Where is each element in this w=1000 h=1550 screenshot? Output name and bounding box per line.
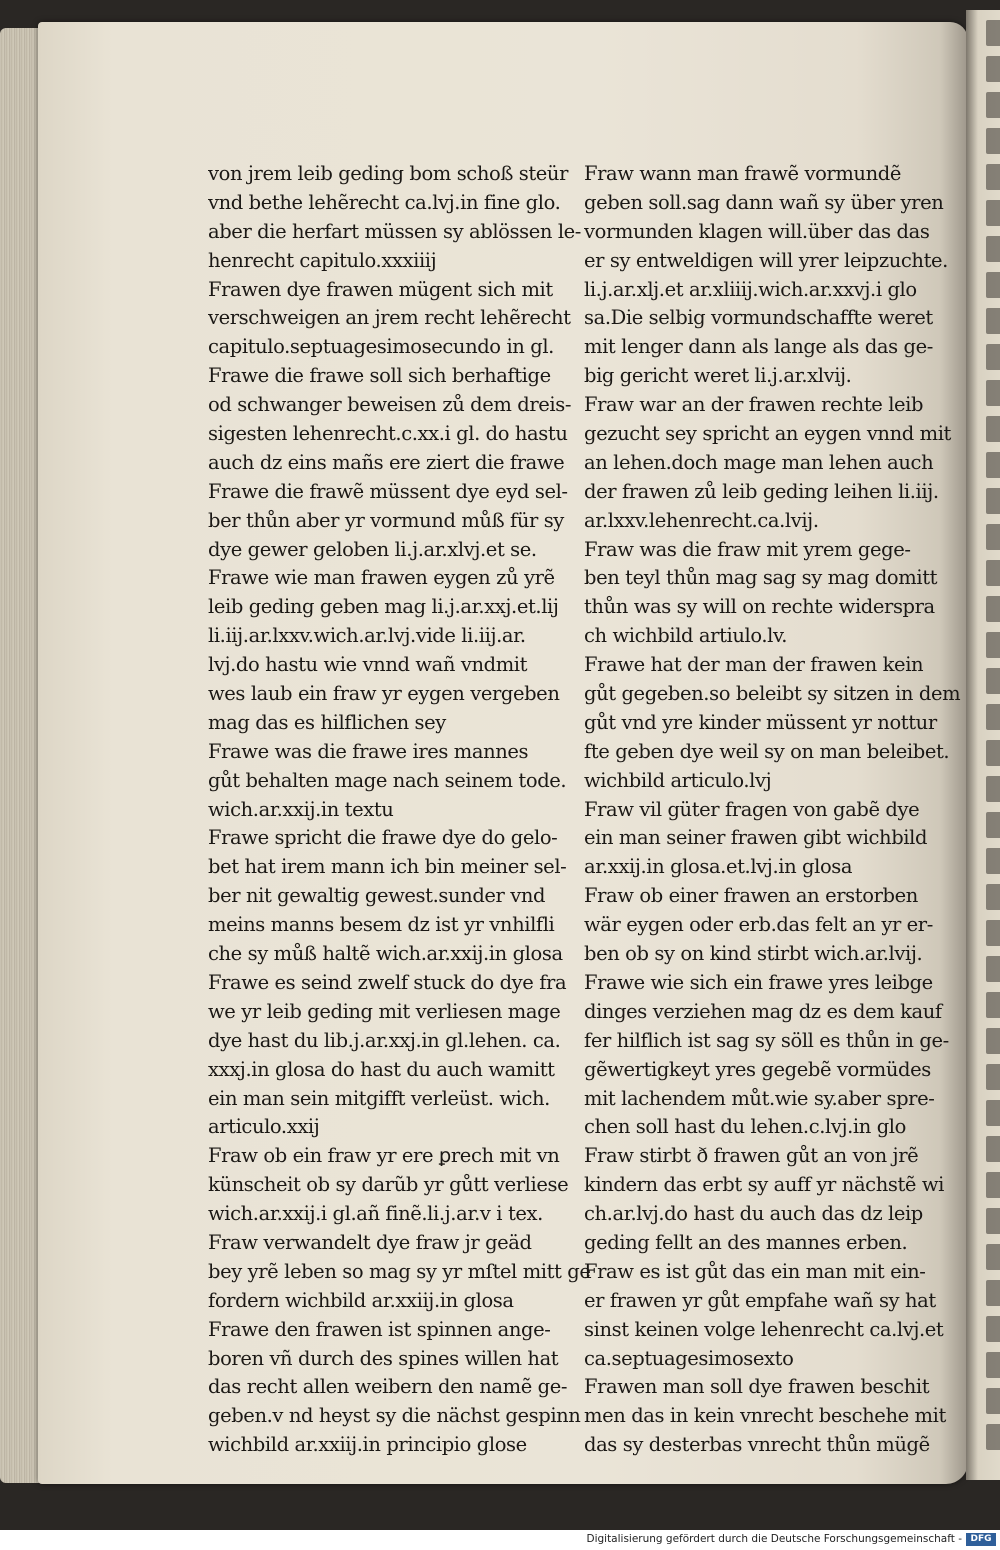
right-text-column	[584, 160, 968, 1460]
facing-page-text-fragment	[986, 1244, 1000, 1270]
text-line: che sy můß haltẽ wich.ar.xxij.in glosa	[208, 942, 563, 966]
text-line: we yr leib geding mit verliesen mage	[208, 999, 561, 1023]
facing-page-text-fragment	[986, 488, 1000, 514]
text-line: mit lenger dann als lange als das ge-	[584, 335, 933, 359]
text-line: ben teyl thůn mag sag sy mag domitt	[584, 566, 938, 590]
text-line: wich.ar.xxij.i gl.añ finẽ.li.j.ar.v i tex.	[208, 1202, 543, 1226]
text-line: fer hilflich ist sag sy söll es thůn in ge-	[584, 1028, 949, 1052]
facing-page-text-fragment	[986, 956, 1000, 982]
text-line: an lehen.doch mage man lehen auch	[584, 450, 934, 474]
text-line: dinges verziehen mag dz es dem kauf	[584, 999, 942, 1023]
facing-page-text-fragment	[986, 416, 1000, 442]
facing-page-text-fragment	[986, 704, 1000, 730]
text-line: mag das es hilflichen sey	[208, 710, 446, 734]
text-line: capitulo.septuagesimosecundo in gl.	[208, 335, 554, 359]
facing-page-text-fragment	[986, 740, 1000, 766]
text-line: lvj.do hastu wie vnnd wañ vndmit	[208, 653, 528, 677]
text-line: Fraw wann man frawẽ vormundẽ	[584, 162, 901, 185]
text-line: henrecht capitulo.xxxiiij	[208, 248, 437, 272]
text-line: das sy desterbas vnrecht thůn mügẽ	[584, 1433, 930, 1457]
facing-page-text-fragment	[986, 164, 1000, 190]
text-line: auch dz eins mañs ere ziert die frawe	[208, 450, 565, 474]
facing-page-text-fragment	[986, 1208, 1000, 1234]
text-line: li.iij.ar.lxxv.wich.ar.lvj.vide li.iij.ar.	[208, 624, 526, 648]
facing-page-text-fragment	[986, 848, 1000, 874]
text-line: verschweigen an jrem recht lehẽrecht	[208, 306, 571, 330]
text-line: das recht allen weibern den namẽ ge-	[208, 1375, 568, 1399]
facing-page-text-fragment	[986, 128, 1000, 154]
facing-page-text-fragment	[986, 1064, 1000, 1090]
text-line: leib geding geben mag li.j.ar.xxj.et.lij	[208, 595, 559, 619]
facing-page-text-fragment	[986, 308, 1000, 334]
text-line: gezucht sey spricht an eygen vnnd mit	[584, 422, 951, 446]
text-line: big gericht weret li.j.ar.xlvij.	[584, 364, 852, 388]
facing-page-text-fragment	[986, 1100, 1000, 1126]
facing-page-text-fragment	[986, 272, 1000, 298]
facing-page-text-fragment	[986, 380, 1000, 406]
text-line: vormunden klagen will.über das das	[584, 219, 930, 243]
facing-page-text-fragment	[986, 1352, 1000, 1378]
text-line: gẽwertigkeyt yres gegebẽ vormüdes	[584, 1057, 931, 1081]
text-line: Fraw ob ein fraw yr ere ꝑrech mit vn	[208, 1144, 560, 1168]
text-line: ein man sein mitgifft verleüst. wich.	[208, 1086, 550, 1110]
text-line: geding fellt an des mannes erben.	[584, 1230, 908, 1254]
text-line: Frawe den frawen ist spinnen ange-	[208, 1317, 551, 1341]
text-line: fte geben dye weil sy on man beleibet.	[584, 739, 950, 763]
facing-page-text-fragment	[986, 524, 1000, 550]
text-line: Fraw was die fraw mit yrem gege-	[584, 537, 911, 561]
text-line: ein man seiner frawen gibt wichbild	[584, 826, 928, 850]
text-line: Frawe was die frawe ires mannes	[208, 739, 529, 763]
text-line: od schwanger beweisen zů dem dreis-	[208, 393, 572, 417]
text-line: chen soll hast du lehen.c.lvj.in glo	[584, 1115, 906, 1139]
text-line: Fraw verwandelt dye fraw jr geäd	[208, 1230, 532, 1254]
text-line: meins manns besem dz ist yr vnhilfli	[208, 913, 555, 937]
text-line: wichbild ar.xxiij.in principio glose	[208, 1433, 527, 1457]
text-line: gůt gegeben.so beleibt sy sitzen in dem	[584, 682, 961, 706]
text-line: xxxj.in glosa do hast du auch wamitt	[208, 1057, 555, 1081]
text-line: bet hat irem mann ich bin meiner sel-	[208, 855, 567, 879]
text-line: gůt vnd yre kinder müssent yr nottur	[584, 710, 937, 734]
text-line: wär eygen oder erb.das felt an yr er-	[584, 913, 933, 937]
facing-page-text-fragment	[986, 632, 1000, 658]
facing-page-text-fragment	[986, 668, 1000, 694]
facing-page-text-fragment	[986, 992, 1000, 1018]
digitization-footer	[0, 1530, 1000, 1550]
facing-page-edge	[966, 10, 1000, 1480]
text-line: er sy entweldigen will yrer leipzuchte.	[584, 248, 948, 272]
text-line: wes laub ein fraw yr eygen vergeben	[208, 682, 560, 706]
text-line: wichbild articulo.lvj	[584, 768, 772, 792]
facing-page-text-fragment	[986, 92, 1000, 118]
text-line: articulo.xxij	[208, 1115, 320, 1139]
text-line: ber nit gewaltig gewest.sunder vnd	[208, 884, 546, 908]
facing-page-text-fragment	[986, 1172, 1000, 1198]
text-line: Frawe die frawe soll sich berhaftige	[208, 364, 551, 388]
text-line: kindern das erbt sy auff yr nächstẽ wi	[584, 1173, 944, 1197]
text-line: Frawen man soll dye frawen beschit	[584, 1375, 930, 1399]
text-line: der frawen zů leib geding leihen li.iij.	[584, 479, 939, 503]
text-line: Frawen dye frawen mügent sich mit	[208, 277, 553, 301]
facing-page-text-fragment	[986, 920, 1000, 946]
text-line: künscheit ob sy darũb yr gůtt verliese	[208, 1173, 569, 1197]
text-line: Frawe die frawẽ müssent dye eyd sel-	[208, 479, 568, 503]
facing-page-text-fragment	[986, 236, 1000, 262]
text-line: thůn was sy will on rechte widerspra	[584, 595, 935, 619]
text-line: von jrem leib geding bom schoß steür	[208, 162, 569, 185]
facing-page-text-fragment	[986, 1424, 1000, 1450]
text-line: boren vñ durch des spines willen hat	[208, 1346, 559, 1370]
text-line: ber thůn aber yr vormund můß für sy	[208, 508, 564, 532]
facing-page-text-fragment	[986, 596, 1000, 622]
text-line: wich.ar.xxij.in textu	[208, 797, 394, 821]
text-line: sigesten lehenrecht.c.xx.i gl. do hastu	[208, 422, 568, 446]
text-line: gůt behalten mage nach seinem tode.	[208, 768, 567, 792]
text-line: dye hast du lib.j.ar.xxj.in gl.lehen. ca.	[208, 1028, 561, 1052]
text-line: ar.lxxv.lehenrecht.ca.lvij.	[584, 508, 819, 532]
facing-page-text-fragment	[986, 1388, 1000, 1414]
text-line: ar.xxij.in glosa.et.lvj.in glosa	[584, 855, 853, 879]
facing-page-text-fragment	[986, 1280, 1000, 1306]
text-line: fordern wichbild ar.xxiij.in glosa	[208, 1288, 514, 1312]
footer-credit-text: Digitalisierung gefördert durch die Deutsche Forschungsgemeinschaft -	[586, 1533, 962, 1545]
text-line: sinst keinen volge lehenrecht ca.lvj.et	[584, 1317, 944, 1341]
text-line: dye gewer geloben li.j.ar.xlvj.et se.	[208, 537, 537, 561]
facing-page-text-fragment	[986, 1028, 1000, 1054]
text-line: mit lachendem můt.wie sy.aber spre-	[584, 1086, 935, 1110]
text-line: Frawe wie man frawen eygen zů yrẽ	[208, 566, 555, 590]
text-line: er frawen yr gůt empfahe wañ sy hat	[584, 1288, 936, 1312]
dfg-logo: DFG	[966, 1533, 996, 1546]
facing-page-text-fragment	[986, 884, 1000, 910]
facing-page-text-fragment	[986, 560, 1000, 586]
text-line: li.j.ar.xlj.et ar.xliiij.wich.ar.xxvj.i glo	[584, 277, 917, 301]
book-page	[38, 22, 968, 1484]
text-line: aber die herfart müssen sy ablössen le-	[208, 219, 581, 243]
text-line: geben.v nd heyst sy die nächst gespinn	[208, 1404, 581, 1428]
text-line: ca.septuagesimosexto	[584, 1346, 794, 1370]
text-line: vnd bethe lehẽrecht ca.lvj.in fine glo.	[208, 190, 561, 214]
text-line: Fraw vil güter fragen von gabẽ dye	[584, 797, 920, 821]
left-text-column	[208, 160, 608, 1460]
facing-page-text-fragment	[986, 344, 1000, 370]
text-line: bey yrẽ leben so mag sy yr mſtel mitt ge	[208, 1259, 591, 1283]
facing-page-text-fragment	[986, 452, 1000, 478]
text-line: Frawe hat der man der frawen kein	[584, 653, 924, 677]
text-line: geben soll.sag dann wañ sy über yren	[584, 190, 944, 214]
facing-page-text-fragment	[986, 56, 1000, 82]
text-line: ben ob sy on kind stirbt wich.ar.lvij.	[584, 942, 923, 966]
facing-page-text-fragment	[986, 1316, 1000, 1342]
text-line: Fraw es ist gůt das ein man mit ein-	[584, 1259, 926, 1283]
text-line: Fraw stirbt ð frawen gůt an von jrẽ	[584, 1144, 919, 1168]
text-line: Frawe spricht die frawe dye do gelo-	[208, 826, 558, 850]
text-line: Fraw war an der frawen rechte leib	[584, 393, 924, 417]
text-line: sa.Die selbig vormundschaffte weret	[584, 306, 933, 330]
facing-page-text-fragment	[986, 812, 1000, 838]
facing-page-text-fragment	[986, 20, 1000, 46]
facing-page-text-fragment	[986, 200, 1000, 226]
text-line: Fraw ob einer frawen an erstorben	[584, 884, 918, 908]
text-line: men das in kein vnrecht beschehe mit	[584, 1404, 946, 1428]
text-line: ch.ar.lvj.do hast du auch das dz leip	[584, 1202, 923, 1226]
text-line: Frawe wie sich ein frawe yres leibge	[584, 970, 933, 994]
facing-page-text-fragment	[986, 776, 1000, 802]
facing-page-text-fragment	[986, 1136, 1000, 1162]
text-line: Frawe es seind zwelf stuck do dye fra	[208, 970, 567, 994]
text-line: ch wichbild artiulo.lv.	[584, 624, 788, 648]
